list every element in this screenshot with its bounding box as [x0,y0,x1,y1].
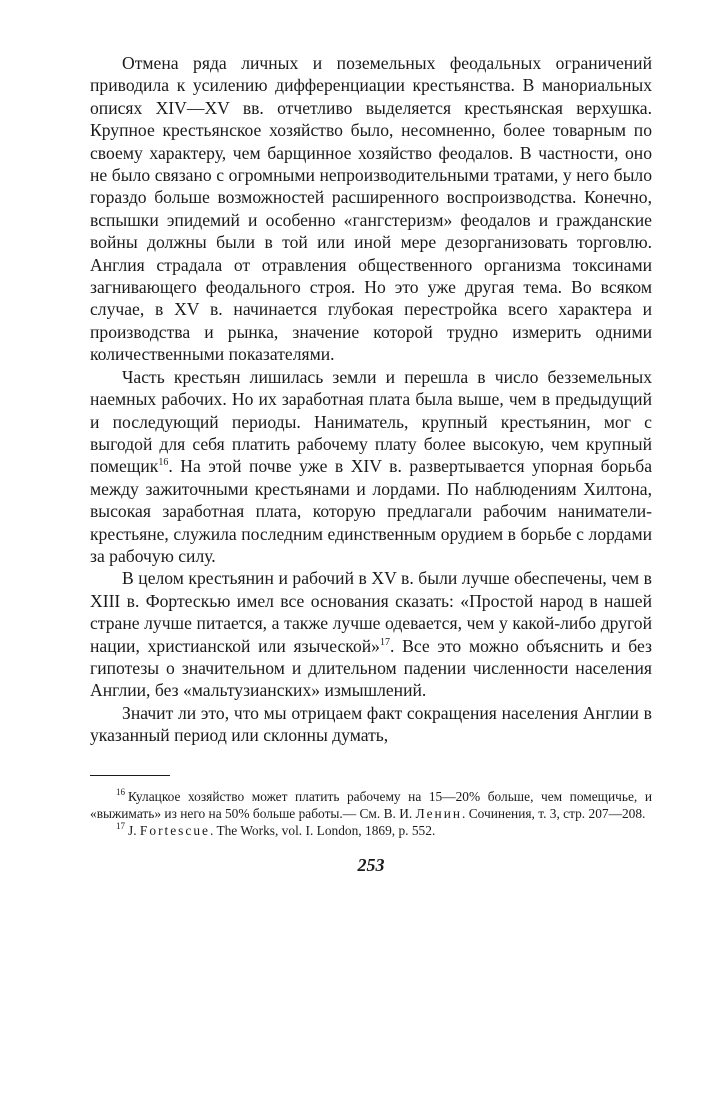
footnote-16-tail: . Сочинения, т. 3, стр. 207—208. [462,805,646,821]
paragraph-4: Значит ли это, что мы отрицаем факт сокращения населения Англии в указанный период или склонны думать, [90,702,652,746]
footnote-16 [90,788,652,822]
page-number: 253 [357,854,385,875]
paragraph-2 [90,366,652,568]
footnote-17-text: J. [128,822,140,838]
footnote-16-number: 16 [116,787,125,798]
paragraph-3-text-cont: . Все это можно объяснить и без гипотезы о значительном и длительном падении численности населения Англии, без «мальтузианских» измышлений. [90,635,653,701]
footnote-17-tail: . The Works, vol. I. London, 1869, p. 552. [209,822,436,838]
main-text [90,52,652,747]
footnote-ref-16: 16 [158,457,169,469]
page [90,52,652,876]
footnote-17 [90,822,652,839]
footnote-ref-17: 17 [379,636,390,648]
paragraph-2-text-cont: . На этой почве уже в XIV в. развертывается упорная борьба между зажиточными крестьянами и лордами. По наблюдениям Хилтона, высокая заработная плата, которую предлагали рабочим наниматели-крестьяне, служила последним единственным орудием в борьбе с лордами за рабочую силу. [90,456,652,566]
footnote-divider [90,775,170,776]
paragraph-1: Отмена ряда личных и поземельных феодальных ограничений приводила к усилению дифференциации крестьянства. В манориальных описях XIV—XV вв. отчетливо выделяется крестьянская верхушка. Крупное крестьянское хозяйство было, несомненно, более товарным по своему характеру, чем барщинное хозяйство феодалов. В частности, оно не было связано с огромными непроизводительными тратами, у него было гораздо больше возможностей расширенного воспроизводства. Конечно, вспышки эпидемий и особенно «гангстеризм» феодалов и гражданские войны должны были в той или иной мере дезорганизовать торговлю. Англия страдала от отравления общественного организма токсинами загнивающего феодального строя. Но это уже другая тема. Во всяком случае, в XV в. начинается глубокая перестройка всего характера и производства и рынка, значение которой трудно измерить одними количественными показателями. [90,53,652,365]
footnote-17-author: Fortescue [139,822,210,838]
footnote-16-text: Кулацкое хозяйство может платить рабочему на 15—20% больше, чем помещичье, и «выжимать» из него на 50% больше работы.— См. В. И. [90,788,652,821]
paragraph-2-text: Часть крестьян лишилась земли и перешла в число безземельных наемных рабочих. Но их заработная плата была выше, чем в предыдущий и последующий периоды. Наниматель, крупный крестьянин, мог с выгодой для себя платить рабочему плату более высокую, чем крупный помещик [90,366,652,477]
footnote-16-author: Ленин [415,805,463,821]
footnote-17-number: 17 [116,821,125,832]
paragraph-3 [90,567,652,701]
paragraph-3-text: В целом крестьянин и рабочий в XV в. были лучше обеспечены, чем в XIII в. Фортескью имел все основания сказать: «Простой народ в нашей стране лучше питается, а также лучше одевается, чем у какой-либо другой нации, христианской или языческой» [90,568,652,656]
footnotes [90,788,652,839]
